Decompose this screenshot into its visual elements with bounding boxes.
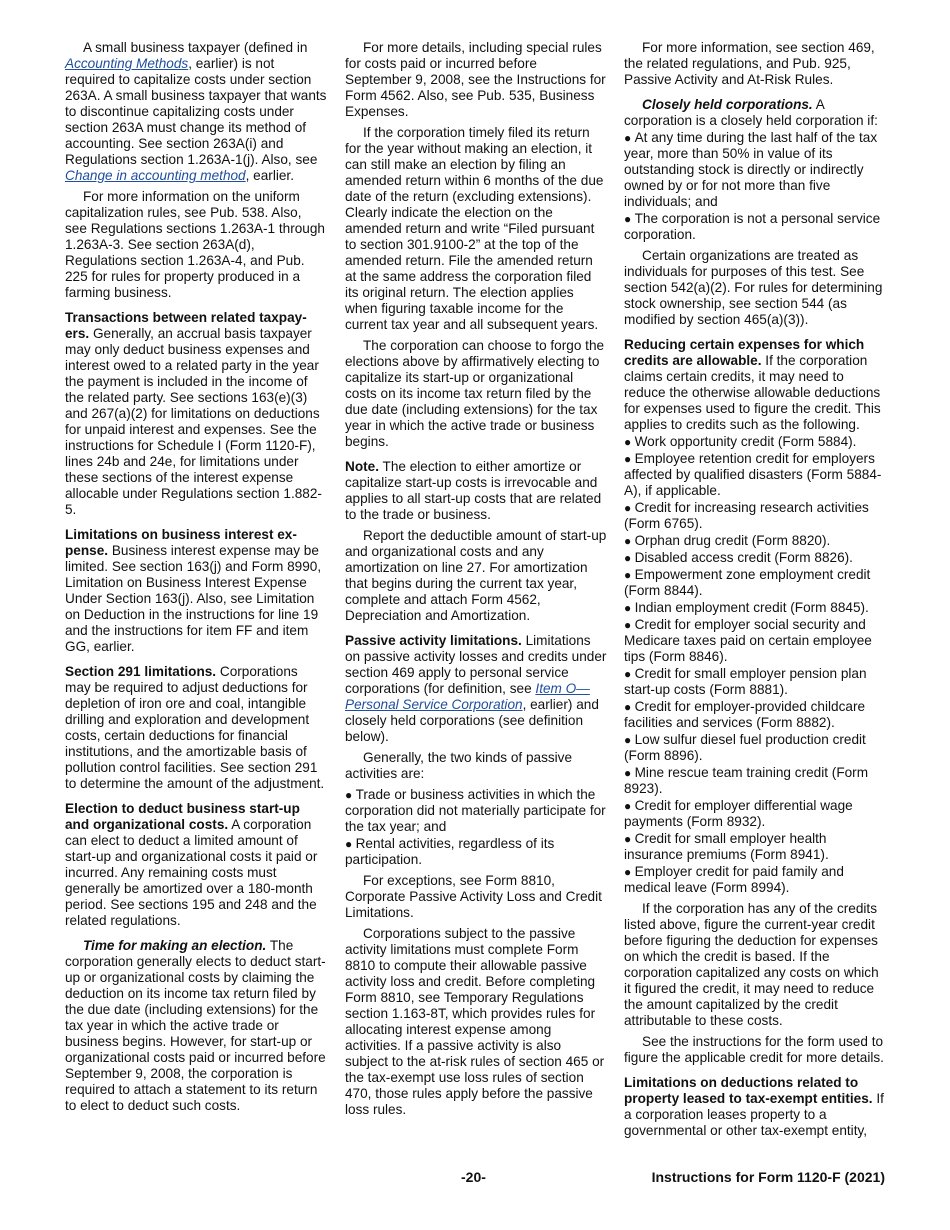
page-number: -20- xyxy=(461,1169,486,1185)
paragraph: If the corporation has any of the credits listed above, figure the current-year credit before figuring the deduction for expenses on which the credit is based. If the corporation capitalized any costs on which it figured the credit, it may need to reduce the amount capitalized by the credit attributable to these costs. xyxy=(624,901,879,1028)
bullet-icon: ● xyxy=(624,601,635,615)
bullet-item: ● Employer credit for paid family and medical leave (Form 8994). xyxy=(624,864,844,895)
bullet-icon: ● xyxy=(624,501,635,515)
note-paragraph: Note. The election to either amortize or capitalize start-up costs is irrevocable and applies to all start-up costs that are related to the trade or business. xyxy=(345,459,602,522)
bullet-icon: ● xyxy=(624,865,635,879)
bullet-icon: ● xyxy=(624,551,635,565)
bullet-icon: ● xyxy=(624,733,635,747)
accounting-methods-link[interactable]: Accounting Methods xyxy=(65,56,189,71)
section-heading: Limitations on business interest ex-pense. xyxy=(65,527,297,558)
column-3 xyxy=(624,40,886,1144)
paragraph: The corporation can choose to forgo the elections above by affirmatively electing to capitalize its start-up or organizational costs on its income tax return filed by the due date (including extensions) for the tax year in which the active trade or business begins. xyxy=(345,338,605,449)
bullet-item: ● Credit for small employer health insurance premiums (Form 8941). xyxy=(624,831,829,862)
bullet-item: ● Credit for employer differential wage payments (Form 8932). xyxy=(624,798,853,829)
paragraph: A small business taxpayer (defined in Accounting Methods, earlier) is not required to capitalize costs under section 263A. A small business taxpayer that wants to discontinue capitalizing costs under section 263A must change its method of accounting. See section 263A(i) and Regulations section 1.263A-1(j). Also, see Change in accounting method, earlier. xyxy=(65,40,327,183)
paragraph: Passive activity limitations. Limitations on passive activity losses and credits under section 469 apply to personal service corporations (for definition, see Item O—Personal Service Corporation, earlier) and closely held corporations (see definition below). xyxy=(345,633,607,744)
bullet-item: ● Credit for employer-provided childcare facilities and services (Form 8882). xyxy=(624,699,866,730)
item-o-personal-service-corporation-link[interactable]: Item O—Personal Service Corporation xyxy=(345,681,590,712)
column-2 xyxy=(345,40,607,1123)
bullet-item: ● Orphan drug credit (Form 8820). xyxy=(624,533,831,548)
bullet-item: ● Work opportunity credit (Form 5884). xyxy=(624,434,857,449)
bullet-icon: ● xyxy=(624,212,635,226)
section-heading: Election to deduct business start-up and organizational costs. xyxy=(65,801,300,832)
bullet-icon: ● xyxy=(624,700,635,714)
paragraph: Report the deductible amount of start-up and organizational costs and any amortization on line 27. For amortization that begins during the current tax year, complete and attach Form 4562, Depreciation and Amortization. xyxy=(345,528,607,623)
page-footer xyxy=(65,1169,885,1187)
bullet-icon: ● xyxy=(624,435,635,449)
change-in-accounting-method-link[interactable]: Change in accounting method xyxy=(65,168,246,183)
bullet-item: ● Empowerment zone employment credit (Form 8844). xyxy=(624,567,871,598)
bullet-icon: ● xyxy=(624,667,635,681)
section-heading: Section 291 limitations. xyxy=(65,664,217,679)
bullet-item: ● The corporation is not a personal service corporation. xyxy=(624,211,881,242)
paragraph: Election to deduct business start-up and organizational costs. A corporation can elect to deduct a limited amount of start-up and organizational costs it paid or incurred. Any remaining costs must generally be amortized over a 180-month period. See sections 195 and 248 and the related regulations. xyxy=(65,801,318,928)
paragraph: Corporations subject to the passive activity limitations must complete Form 8810 to compute their allowable passive activity loss and credit. Before completing Form 8810, see Temporary Regulations section 1.163-8T, which provides rules for allocating interest expense among activities. If a passive activity is also subject to the at-risk rules of section 465 or the tax-exempt use loss rules of section 470, those rules apply before the passive loss rules. xyxy=(345,926,605,1117)
column-1 xyxy=(65,40,327,1119)
bullet-item: ● Credit for increasing research activities (Form 6765). xyxy=(624,500,869,531)
paragraph: See the instructions for the form used to figure the applicable credit for more details. xyxy=(624,1034,884,1065)
bullet-item: ● Disabled access credit (Form 8826). xyxy=(624,550,853,565)
section-heading: Passive activity limitations. xyxy=(345,633,522,648)
paragraph: Section 291 limitations. Corporations may be required to adjust deductions for depletion of iron ore and coal, intangible drilling and exploration and development costs, certain deductions for financial institutions, and the amortizable basis of pollution control facilities. See section 291 to determine the amount of the adjustment. xyxy=(65,664,325,791)
bullet-item: ● Credit for employer social security and Medicare taxes paid on certain employee tips (Form 8846). xyxy=(624,617,872,664)
bullet-item: ● Trade or business activities in which the corporation did not materially participate for the tax year; and xyxy=(345,787,606,834)
bullet-icon: ● xyxy=(624,131,635,145)
document-title: Instructions for Form 1120-F (2021) xyxy=(651,1169,885,1185)
paragraph: Closely held corporations. A corporation is a closely held corporation if: xyxy=(624,97,878,128)
paragraph: Certain organizations are treated as individuals for purposes of this test. See section 542(a)(2). For rules for determining stock ownership, see section 544 (as modified by section 465(a)(3)). xyxy=(624,248,883,327)
bullet-icon: ● xyxy=(345,837,356,851)
paragraph: For more details, including special rules for costs paid or incurred before September 9, 2008, see the Instructions for Form 4562. Also, see Pub. 535, Business Expenses. xyxy=(345,40,606,119)
bullet-icon: ● xyxy=(624,568,635,582)
note-label: Note. xyxy=(345,459,379,474)
paragraph: Limitations on deductions related to property leased to tax-exempt entities. If a corporation leases property to a governmental or other tax-exempt entity, xyxy=(624,1075,884,1138)
section-heading: Limitations on deductions related to property leased to tax-exempt entities. xyxy=(624,1075,873,1106)
paragraph: Transactions between related taxpay-ers. Generally, an accrual basis taxpayer may only deduct business expenses and interest owed to a related party in the year the payment is included in the income of the related party. See sections 163(e)(3) and 267(a)(2) for limitations on deductions for unpaid interest and expenses. See the instructions for Schedule I (Form 1120-F), lines 24b and 24e, for limitations under these sections of the interest expense allocable under Regulations section 1.882-5. xyxy=(65,310,322,517)
paragraph: Reducing certain expenses for which credits are allowable. If the corporation claims certain credits, it may need to reduce the otherwise allowable deductions for expenses used to figure the credit. This applies to credits such as the following. xyxy=(624,337,881,432)
paragraph: For more information, see section 469, the related regulations, and Pub. 925, Passive Activity and At-Risk Rules. xyxy=(624,40,875,87)
bullet-icon: ● xyxy=(624,766,635,780)
paragraph: For more information on the uniform capitalization rules, see Pub. 538. Also, see Regulations sections 1.263A-1 through 1.263A-3. See section 263A(d), Regulations section 1.263A-4, and Pub. 225 for rules for property produced in a farming business. xyxy=(65,189,325,300)
bullet-item: ● Low sulfur diesel fuel production credit (Form 8896). xyxy=(624,732,866,763)
bullet-icon: ● xyxy=(624,799,635,813)
bullet-icon: ● xyxy=(624,534,635,548)
bullet-icon: ● xyxy=(345,788,356,802)
section-heading: Reducing certain expenses for which credits are allowable. xyxy=(624,337,865,368)
bullet-item: ● Employee retention credit for employers affected by qualified disasters (Form 5884-A), if applicable. xyxy=(624,451,882,498)
paragraph: For exceptions, see Form 8810, Corporate Passive Activity Loss and Credit Limitations. xyxy=(345,873,602,920)
bullet-item: ● Credit for small employer pension plan start-up costs (Form 8881). xyxy=(624,666,867,697)
bullet-icon: ● xyxy=(624,832,635,846)
bullet-icon: ● xyxy=(624,452,635,466)
bullet-item: ● Rental activities, regardless of its participation. xyxy=(345,836,555,867)
bullet-item: ● At any time during the last half of the tax year, more than 50% in value of its outstanding stock is directly or indirectly owned by or for not more than five individuals; and xyxy=(624,130,878,209)
subsection-heading: Time for making an election. xyxy=(83,938,267,953)
bullet-item: ● Mine rescue team training credit (Form 8923). xyxy=(624,765,869,796)
paragraph: Limitations on business interest ex-pense. Business interest expense may be limited. See section 163(j) and Form 8990, Limitation on Business Interest Expense Under Section 163(j). Also, see Limitation on Deduction in the instructions for line 19 and the instructions for item FF and item GG, earlier. xyxy=(65,527,322,654)
paragraph: Time for making an election. The corporation generally elects to deduct start-up or organizational costs by claiming the deduction on its income tax return filed by the due date (including extensions) for the tax year in which the active trade or business begins. However, for start-up or organizational costs paid or incurred before September 9, 2008, the corporation is required to attach a statement to its return to elect to deduct such costs. xyxy=(65,938,326,1113)
bullet-item: ● Indian employment credit (Form 8845). xyxy=(624,600,869,615)
subsection-heading: Closely held corporations. xyxy=(642,97,813,112)
paragraph: Generally, the two kinds of passive activities are: xyxy=(345,750,573,781)
paragraph: If the corporation timely filed its return for the year without making an election, it can still make an election by filing an amended return within 6 months of the due date of the return (excluding extensions). Clearly indicate the election on the amended return and write “Filed pursuant to section 301.9100-2” at the top of the amended return. File the amended return at the same address the corporation filed its original return. The election applies when figuring taxable income for the current tax year and all subsequent years. xyxy=(345,125,604,332)
section-heading: Transactions between related taxpay-ers. xyxy=(65,310,307,341)
bullet-icon: ● xyxy=(624,618,635,632)
